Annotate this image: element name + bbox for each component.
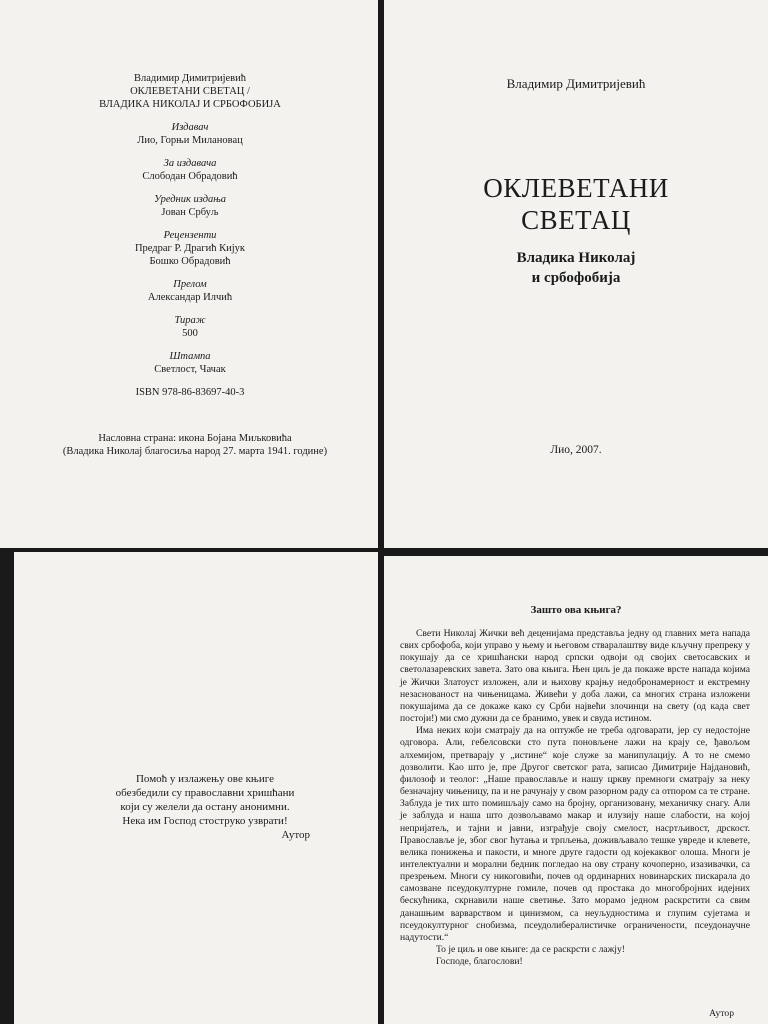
subtitle-line1: Владика Николај [516, 250, 636, 266]
dedication-line-3: који су желели да остану анонимни. [120, 801, 290, 813]
subtitle-line2: и србофобија [531, 270, 621, 286]
imprint-role-printer: Штампа [169, 351, 211, 362]
cover-note-line2: (Владика Николај благосиља народ 27. марта 1941. године) [62, 446, 328, 457]
imprint-role-reviewers: Рецензенти [163, 230, 217, 241]
cover-note [30, 432, 360, 458]
dedication-line-2: обезбедили су православни хришћани [115, 787, 295, 799]
title-line1: ОКЛЕВЕТАНИ [483, 173, 669, 203]
preface-paragraph-1: Свети Николај Жички већ деценијама представља једну од главних мета напада свих србофоба, који управо у њему и његовом стваралаштву виде кључну препреку у покушају да се хришћански народ српски одвоји од својих светосавских и светолазаревских завета. Зато ова књига. Њен циљ је да покаже врсте напада којима је Жички Златоуст изложен, али и њихову крајњу недобронамерност и екстремну незасновaност на чињеницама. Живећи у доба лажи, са многих страна изложени покушајима да се докаже како су Срби највећи злочинци на свету (од када свет постоји!) ми смо дужни да се бранимо, увек и свуда истином. [400, 628, 750, 725]
imprint-role-publisher: Издавач [171, 122, 209, 133]
imprint-value-print-run: 500 [182, 328, 198, 339]
imprint-role-editor: Уредник издања [153, 194, 227, 205]
imprint-page [0, 0, 378, 548]
dedication-line-1: Помоћ у излажењу ове књиге [135, 773, 275, 785]
title-line2: СВЕТАЦ [521, 205, 631, 235]
title-page [384, 0, 768, 548]
dedication-line-4: Нека им Господ стоструко узврати! [122, 815, 288, 827]
preface-signature: Аутор [709, 1008, 734, 1019]
cover-note-line1: Насловна страна: икона Бојана Миљковића [98, 433, 292, 444]
imprint-role-for-publisher: За издавача [163, 158, 217, 169]
title-page-title [384, 172, 768, 236]
imprint-isbn: ISBN 978-86-83697-40-3 [135, 387, 245, 398]
dedication-signature: Аутор [281, 829, 310, 841]
imprint-value-editor: Јован Србуљ [161, 207, 219, 218]
imprint-author: Владимир Димитријевић [133, 73, 247, 84]
imprint-value-publisher: Лио, Горњи Милановац [137, 135, 243, 146]
dedication-block [100, 772, 310, 842]
imprint-role-layout: Прелом [173, 279, 207, 290]
dedication-page [14, 552, 378, 1024]
imprint-title-line2: ВЛАДИКА НИКОЛАЈ И СРБОФОБИЈА [99, 99, 281, 110]
preface-body [400, 628, 750, 968]
preface-heading: Зашто ова књига? [530, 604, 622, 616]
imprint-value-reviewer-1: Предраг Р. Драгић Кијук [134, 243, 246, 254]
imprint-value-reviewer-2: Бошко Обрадовић [149, 256, 231, 267]
preface-paragraph-4: Господе, благослови! [436, 956, 523, 968]
imprint-block [40, 72, 340, 399]
preface-page [384, 556, 768, 1024]
title-page-publisher: Лио, 2007. [550, 444, 602, 456]
imprint-title-line1: ОКЛЕВЕТАНИ СВЕТАЦ / [130, 86, 250, 97]
imprint-role-print-run: Тираж [174, 315, 206, 326]
title-page-subtitle [384, 248, 768, 288]
preface-paragraph-2: Има неких који сматрају да на оптужбе не треба одговарати, јер су недостојне одговора. Али, гебелсовски сто пута поновљене лажи на крају се, ђавољом алхемијом, претварају у „истине“ које служе за манипулацију. А то не смемо дозволити. Као што је, пре Другог светског рата, записао Димитрије Најдановић, филозоф и теолог: „Наше православље и нашу цркву премноги сматрају за неку безначајну чињеницу, па и не рачунају у свом разорном раду са отпором са те стране. Заблуда је тих што помишљају само на бројну, организовану, механичку снагу. Али је заблуда и наша што дозвољавамо макар и илузију наше слабости, на којој непријатељ, и тајни и јавни, изграђује своју смелост, насртљивост, дрскост. Православље је, због свог ћутања и трпљења, доживљавало тешке увреде и клевете, велика понижења и пакости, и многе друге гадости од којекаквог олоша. Многи је интелектуални и морални бедник погледао на ову страну кочоперно, изазивачки, са презрењем. Многи су никоговићи, почев од ординарних новинарских пискарала до самозване псеудокултурне гомиле, почев од простака до многобројних идејних бескућника, скрнавили наше светиње. Зато морамо једном раскрстити са свим данашњим варварством и цинизмом, са неуљудностима и глупим сујетама и псеудокултурног снобизма, псеудолибералистичке ограничености, псеудонаучне надутости.“ [400, 725, 750, 943]
imprint-value-layout: Александар Илчић [147, 292, 233, 303]
imprint-value-for-publisher: Слободан Обрадовић [142, 171, 238, 182]
title-page-author: Владимир Димитријевић [506, 76, 646, 91]
imprint-value-printer: Светлост, Чачак [154, 364, 226, 375]
preface-paragraph-3: То је циљ и ове књиге: да се раскрсти с лажју! [436, 944, 625, 956]
